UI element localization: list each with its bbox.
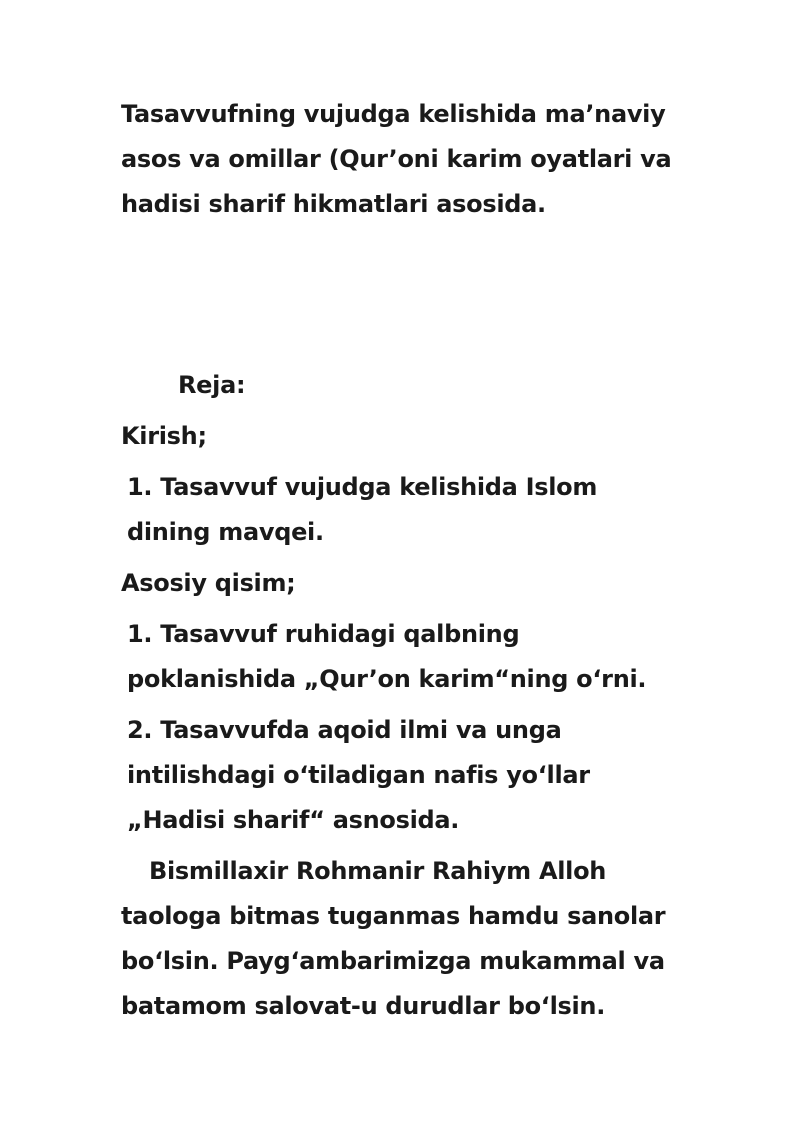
body-paragraph: Bismillaxir Rohmanir Rahiym Alloh taologa bitmas tuganmas hamdu sanolar bo‘lsin. Payg‘ambarimizga mukammal va batamom salovat-u durudlar bo‘lsin. [121,857,666,1020]
intro-item-1: 1. Tasavvuf vujudga kelishida Islom dining mavqei. [127,473,598,546]
document-title: Tasavvufning vujudga kelishida ma’naviy asos va omillar (Qur’oni karim oyatlari va hadisi sharif hikmatlari asosida. [121,100,672,218]
intro-heading: Kirish; [121,422,207,450]
blank-space [121,227,691,363]
main-item-1: 1. Tasavvuf ruhidagi qalbning poklanishida „Qur’on karim“ning o‘rni. [127,620,647,693]
plan-heading: Reja: [178,371,246,399]
document-body [121,92,691,1029]
main-item-2: 2. Tasavvufda aqoid ilmi va unga intilishdagi o‘tiladigan nafis yo‘llar „Hadisi sharif“ asnosida. [127,716,590,834]
main-heading: Asosiy qisim; [121,569,296,597]
